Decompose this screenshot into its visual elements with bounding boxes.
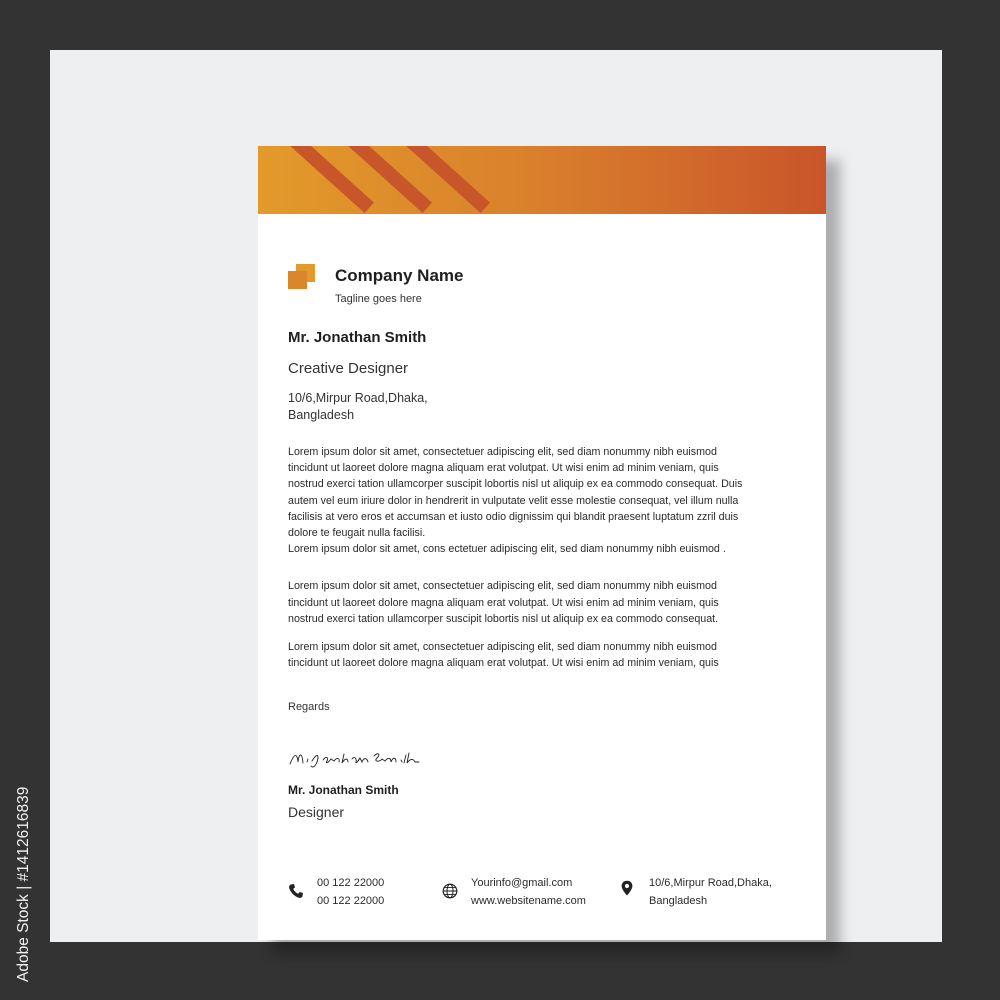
side-caption-text: Adobe Stock | #1412616839 [15, 786, 32, 982]
closing-regards: Regards [288, 701, 330, 713]
logo-front-square [288, 271, 307, 289]
footer-phone [288, 874, 384, 910]
letterhead-preview-panel [50, 50, 942, 942]
body-paragraph [288, 578, 803, 627]
body-line: facilisis at vero eros et accumsan et iusto odio dignissim qui blandit praesent luptatum zzril duis [288, 510, 739, 523]
phone-icon [288, 883, 304, 899]
side-caption [6, 756, 36, 986]
footer-web-text [471, 874, 586, 910]
footer-address-line: 10/6,Mirpur Road,Dhaka, [649, 877, 772, 889]
footer-website: www.websitename.com [471, 895, 586, 907]
footer-phone-line: 00 122 22000 [317, 895, 385, 907]
body-line: Lorem ipsum dolor sit amet, consectetuer adipiscing elit, sed diam nonummy nibh euismod [288, 446, 717, 458]
body-line: nostrud exerci tation ullamcorper suscipit lobortis nisl ut aliquip ex ea commodo consequat. Duis [288, 478, 743, 491]
sender-title: Creative Designer [288, 360, 409, 377]
header-stripe [268, 146, 374, 213]
signatory-name: Mr. Jonathan Smith [288, 783, 399, 797]
company-logo-icon [288, 264, 320, 290]
letter-body [288, 444, 803, 687]
body-paragraph [288, 639, 803, 671]
footer-address [619, 874, 772, 910]
location-pin-icon [619, 880, 635, 896]
footer-phone-text [317, 874, 384, 910]
body-line: tincidunt ut laoreet dolore magna aliquam erat volutpat. Ut wisi enim ad minim veniam, quis [288, 462, 719, 475]
body-line: nostrud exerci tation ullamcorper suscipit lobortis nisl ut aliquip ex ea commodo consequat. [288, 612, 719, 625]
sender-address-line: 10/6,Mirpur Road,Dhaka, [288, 391, 428, 405]
footer-email: Yourinfo@gmail.com [471, 877, 573, 889]
sender-address-line: Bangladesh [288, 408, 355, 422]
handwritten-signature [288, 744, 438, 774]
body-line: tincidunt ut laoreet dolore magna aliquam erat volutpat. Ut wisi enim ad minim veniam, quis [288, 596, 719, 609]
body-line: Lorem ipsum dolor sit amet, cons ectetuer adipiscing elit, sed diam nonummy nibh euismod . [288, 543, 726, 556]
footer-web [442, 874, 586, 910]
sender-address [288, 390, 428, 424]
body-line: tincidunt ut laoreet dolore magna aliquam erat volutpat. Ut wisi enim ad minim veniam, quis [288, 657, 719, 670]
signatory-title: Designer [288, 804, 345, 820]
body-line: dolore te feugait nulla facilisi. [288, 527, 426, 540]
sender-name: Mr. Jonathan Smith [288, 329, 427, 346]
footer-address-text [649, 874, 772, 910]
body-line: autem vel eum iriure dolor in hendrerit in vulputate velit esse molestie consequat, vel illum nulla [288, 494, 739, 507]
body-paragraph [288, 444, 803, 557]
body-line: Lorem ipsum dolor sit amet, consectetuer adipiscing elit, sed diam nonummy nibh euismod [288, 580, 717, 593]
globe-icon [442, 883, 458, 899]
company-tagline: Tagline goes here [335, 293, 422, 305]
footer-phone-line: 00 122 22000 [317, 877, 385, 889]
header-band [258, 146, 826, 214]
letterhead-sheet [258, 146, 826, 940]
company-name: Company Name [335, 266, 464, 285]
footer-address-line: Bangladesh [649, 895, 708, 907]
body-line: Lorem ipsum dolor sit amet, consectetuer adipiscing elit, sed diam nonummy nibh euismod [288, 641, 717, 654]
